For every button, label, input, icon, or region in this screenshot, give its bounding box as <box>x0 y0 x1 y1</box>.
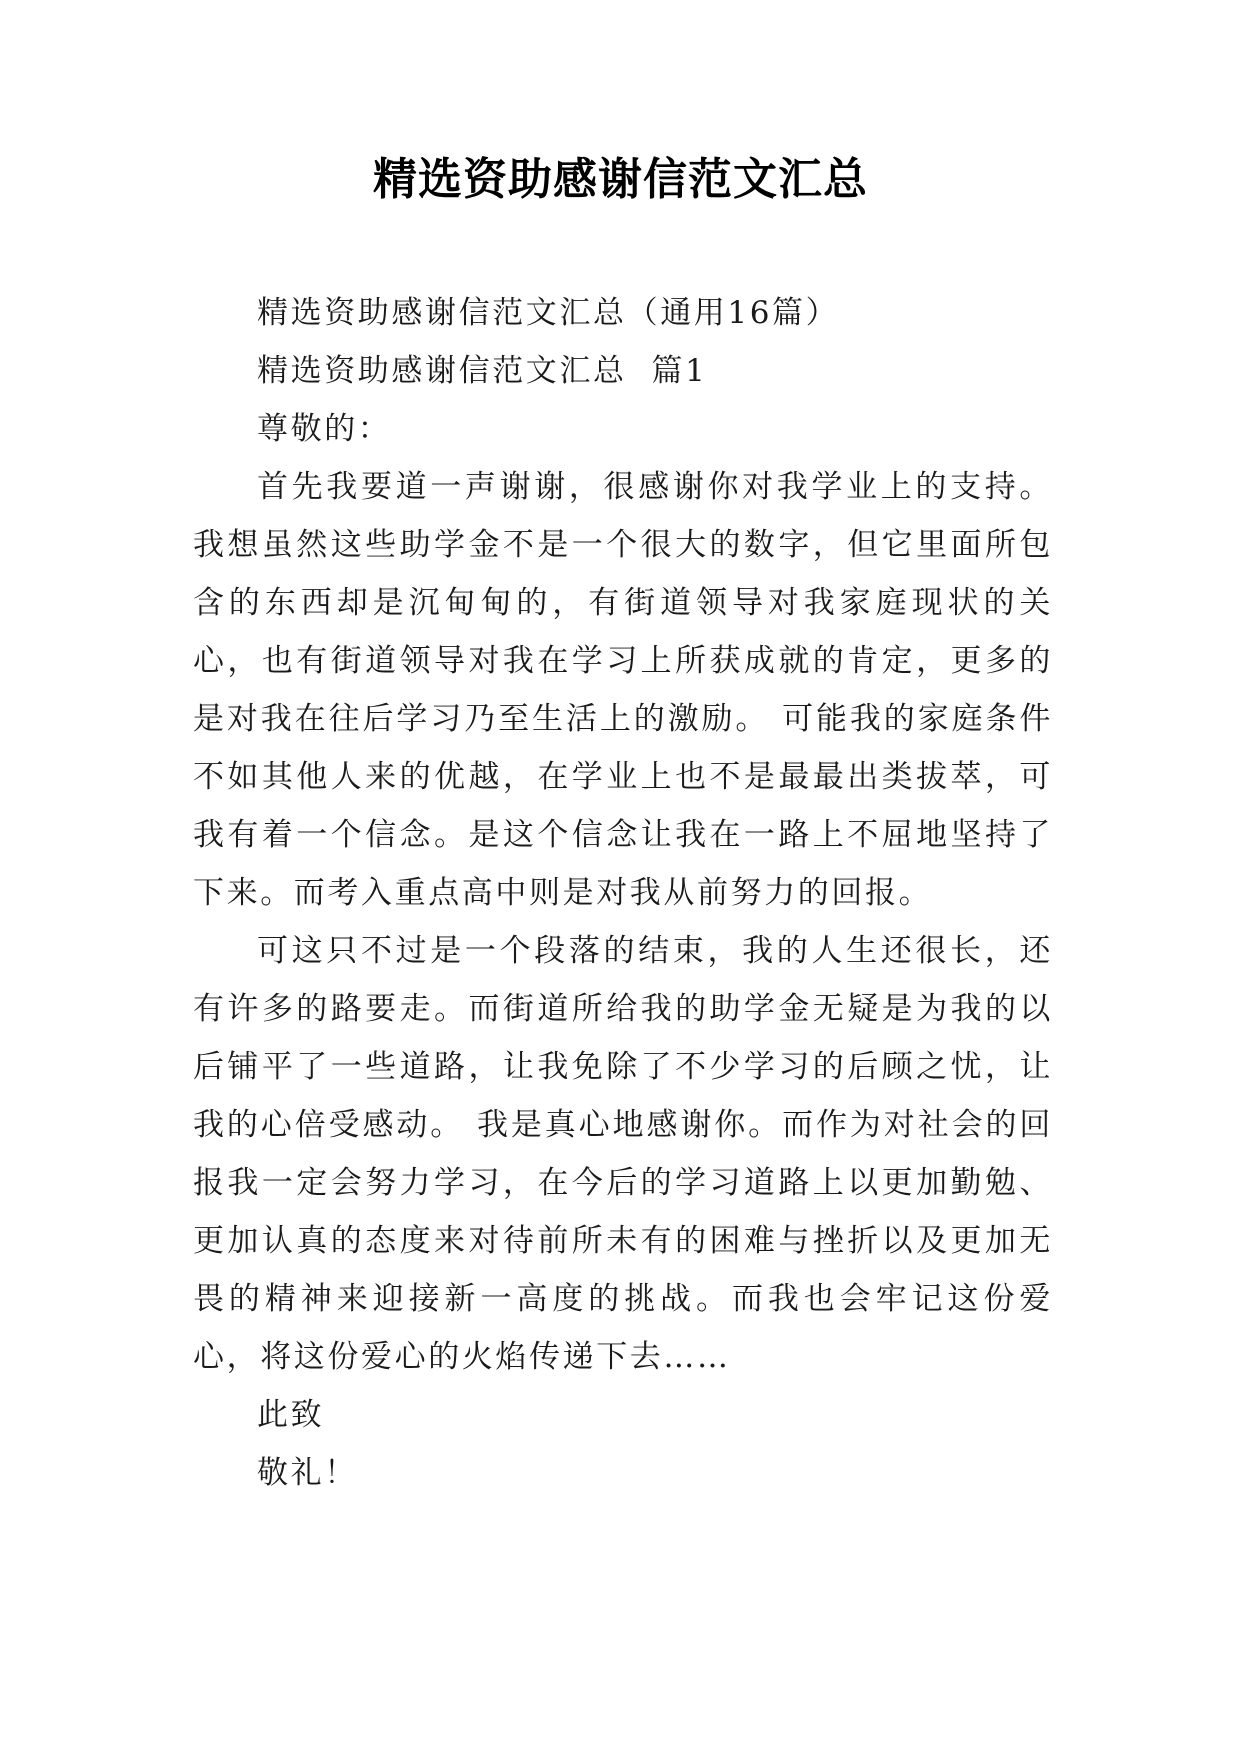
document-title: 精选资助感谢信范文汇总 <box>373 154 868 205</box>
salutation: 尊敬的： <box>257 411 392 447</box>
document-body <box>193 284 1053 1502</box>
paragraph-1: 首先我要道一声谢谢，很感谢你对我学业上的支持。我想虽然这些助学金不是一个很大的数字，但它里面所包含的东西却是沉甸甸的，有街道领导对我家庭现状的关心，也有街道领导对我在学习上所获成就的肯定，更多的是对我在往后学习乃至生活上的激励。 可能我的家庭条件不如其他人来的优越，在学业上也不是最最出类拔萃，可我有着一个信念。是这个信念让我在一路上不屈地坚持了下来。而考入重点高中则是对我从前努力的回报。 <box>193 469 1053 911</box>
closing-line-1: 此致 <box>257 1397 325 1433</box>
document-subtitle: 精选资助感谢信范文汇总（通用16篇） <box>257 295 840 331</box>
section-heading: 精选资助感谢信范文汇总 篇1 <box>257 353 708 389</box>
closing-line-2: 敬礼！ <box>257 1455 358 1491</box>
paragraph-2: 可这只不过是一个段落的结束，我的人生还很长，还有许多的路要走。而街道所给我的助学金无疑是为我的以后铺平了一些道路，让我免除了不少学习的后顾之忧，让我的心倍受感动。 我是真心地感谢你。而作为对社会的回报我一定会努力学习，在今后的学习道路上以更加勤勉、更加认真的态度来对待前所未有的困难与挫折以及更加无畏的精神来迎接新一高度的挑战。而我也会牢记这份爱心，将这份爱心的火焰传递下去…… <box>193 933 1053 1375</box>
